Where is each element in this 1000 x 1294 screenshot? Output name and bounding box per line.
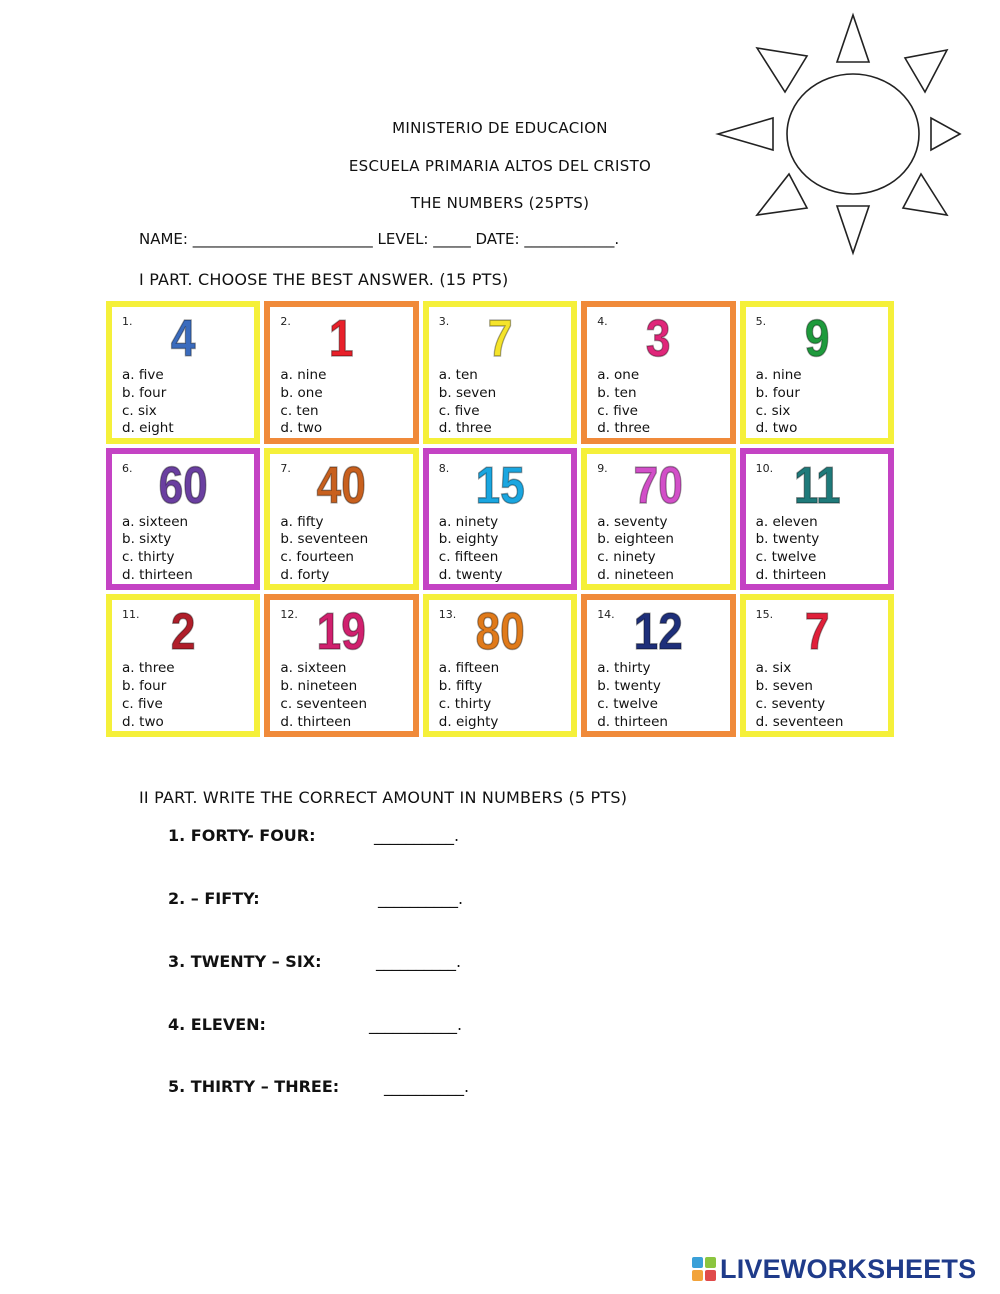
answer-option[interactable]: c. five bbox=[438, 402, 480, 419]
answer-option[interactable]: c. six bbox=[122, 402, 157, 419]
card-number: 7. bbox=[280, 461, 291, 475]
card-big-number: 1 bbox=[329, 310, 354, 368]
answer-option[interactable]: b. twenty bbox=[755, 531, 820, 548]
number-card bbox=[581, 448, 735, 591]
card-big-number: 19 bbox=[317, 603, 367, 662]
number-cards-grid bbox=[106, 301, 894, 737]
card-big-number: 15 bbox=[475, 456, 525, 515]
answer-option[interactable]: c. six bbox=[755, 402, 791, 419]
answer-option[interactable]: a. five bbox=[122, 367, 164, 383]
card-big-number: 11 bbox=[793, 456, 841, 515]
answer-option[interactable]: d. seventeen bbox=[755, 713, 844, 730]
answer-option[interactable]: a. fifteen bbox=[438, 660, 500, 677]
question-label: 1. FORTY- FOUR: bbox=[168, 826, 316, 845]
number-card bbox=[106, 301, 260, 444]
answer-option[interactable]: c. twelve bbox=[755, 549, 817, 566]
answer-options bbox=[756, 660, 844, 731]
question-row bbox=[168, 1015, 463, 1034]
card-big-number: 3 bbox=[646, 310, 671, 368]
liveworksheets-logo bbox=[692, 1252, 976, 1286]
question-row bbox=[168, 952, 462, 971]
name-level-date-line[interactable]: NAME: ________________________ LEVEL: _____ DATE: ____________. bbox=[139, 230, 620, 248]
sun-ray-top-right bbox=[905, 50, 947, 92]
answer-option[interactable]: b. four bbox=[122, 678, 167, 695]
answer-options bbox=[439, 367, 496, 438]
answer-option[interactable]: d. twenty bbox=[438, 567, 503, 584]
answer-option[interactable]: c. five bbox=[122, 695, 163, 712]
number-card bbox=[423, 448, 577, 591]
part1-title: I PART. CHOOSE THE BEST ANSWER. (15 PTS) bbox=[139, 270, 509, 289]
answer-options bbox=[280, 660, 367, 731]
answer-option[interactable]: a. sixteen bbox=[280, 660, 347, 677]
card-number: 2. bbox=[280, 315, 291, 328]
answer-option[interactable]: a. six bbox=[755, 660, 792, 677]
number-card bbox=[581, 594, 735, 737]
answer-option[interactable]: d. eighty bbox=[438, 713, 499, 730]
answer-option[interactable]: b. seventeen bbox=[280, 531, 369, 548]
answer-options bbox=[280, 514, 368, 585]
card-number: 3. bbox=[438, 315, 450, 328]
answer-option[interactable]: d. thirteen bbox=[280, 713, 352, 730]
answer-blank[interactable]: __________. bbox=[384, 1077, 470, 1096]
answer-blank[interactable]: __________. bbox=[374, 826, 460, 845]
answer-option[interactable]: d. two bbox=[122, 713, 164, 730]
card-number: 13. bbox=[438, 608, 457, 622]
answer-option[interactable]: d. two bbox=[755, 420, 798, 437]
answer-blank[interactable]: __________. bbox=[376, 952, 462, 971]
answer-option[interactable]: a. three bbox=[122, 660, 175, 677]
number-card bbox=[106, 594, 260, 737]
card-number: 5. bbox=[755, 315, 767, 328]
answer-blank[interactable]: __________. bbox=[378, 889, 464, 908]
worksheet-title: THE NUMBERS (25PTS) bbox=[410, 194, 590, 212]
card-number: 4. bbox=[597, 315, 608, 328]
answer-option[interactable]: b. fifty bbox=[438, 678, 483, 695]
question-row bbox=[168, 826, 460, 845]
answer-option[interactable]: a. ten bbox=[438, 367, 478, 383]
answer-option[interactable]: c. thirty bbox=[438, 695, 492, 712]
answer-option[interactable]: a. eleven bbox=[755, 513, 818, 530]
answer-option[interactable]: a. thirty bbox=[597, 660, 651, 677]
answer-option[interactable]: d. thirteen bbox=[755, 567, 827, 584]
sun-ray-top bbox=[837, 15, 869, 62]
liveworksheets-logo-icon bbox=[692, 1257, 716, 1281]
answer-option[interactable]: a. seventy bbox=[597, 513, 668, 530]
answer-option[interactable]: a. fifty bbox=[280, 513, 324, 530]
answer-options bbox=[122, 514, 193, 585]
number-card bbox=[581, 301, 735, 444]
card-big-number: 7 bbox=[804, 603, 830, 662]
answer-options bbox=[756, 514, 827, 585]
answer-option[interactable]: c. thirty bbox=[122, 549, 175, 566]
number-card bbox=[423, 594, 577, 737]
card-number: 14. bbox=[597, 608, 615, 622]
card-big-number: 60 bbox=[158, 456, 208, 515]
answer-option[interactable]: b. twenty bbox=[597, 678, 661, 695]
number-card bbox=[106, 448, 260, 591]
answer-option[interactable]: b. seven bbox=[438, 384, 497, 401]
ministry-title: MINISTERIO DE EDUCACION bbox=[392, 119, 608, 137]
answer-option[interactable]: c. fourteen bbox=[280, 549, 354, 566]
card-big-number: 2 bbox=[170, 603, 196, 662]
answer-option[interactable]: b. one bbox=[280, 384, 323, 401]
answer-option[interactable]: a. one bbox=[597, 367, 640, 383]
card-big-number: 70 bbox=[633, 456, 683, 515]
answer-option[interactable]: d. forty bbox=[280, 567, 330, 584]
answer-options bbox=[597, 514, 674, 585]
number-card bbox=[423, 301, 577, 444]
answer-option[interactable]: d. three bbox=[597, 420, 651, 437]
card-big-number: 7 bbox=[487, 310, 513, 368]
number-card bbox=[264, 448, 418, 591]
question-row bbox=[168, 1077, 470, 1096]
answer-option[interactable]: b. ten bbox=[597, 384, 637, 401]
answer-option[interactable]: b. eighty bbox=[438, 531, 499, 548]
answer-option[interactable]: d. thirteen bbox=[597, 713, 668, 730]
answer-option[interactable]: d. nineteen bbox=[597, 567, 674, 584]
answer-option[interactable]: b. four bbox=[755, 384, 800, 401]
answer-option[interactable]: c. seventeen bbox=[280, 695, 368, 712]
answer-option[interactable]: a. ninety bbox=[438, 513, 499, 530]
card-number: 12. bbox=[280, 608, 298, 622]
part2-title: II PART. WRITE THE CORRECT AMOUNT IN NUMBERS (5 PTS) bbox=[139, 788, 628, 807]
answer-option[interactable]: a. sixteen bbox=[122, 513, 189, 530]
answer-option[interactable]: c. seventy bbox=[755, 695, 826, 712]
answer-options bbox=[597, 367, 650, 438]
number-card bbox=[740, 594, 894, 737]
answer-options bbox=[122, 660, 175, 731]
school-title: ESCUELA PRIMARIA ALTOS DEL CRISTO bbox=[348, 157, 652, 175]
liveworksheets-logo-text: LIVEWORKSHEETS bbox=[720, 1253, 977, 1284]
answer-options bbox=[439, 514, 503, 585]
card-number: 8. bbox=[438, 461, 450, 475]
answer-option[interactable]: c. ten bbox=[280, 402, 319, 419]
number-card bbox=[740, 448, 894, 591]
answer-option[interactable]: b. nineteen bbox=[280, 678, 358, 695]
card-big-number: 12 bbox=[633, 603, 683, 662]
question-label: 5. THIRTY – THREE: bbox=[168, 1077, 340, 1096]
answer-option[interactable]: b. four bbox=[122, 384, 167, 401]
card-big-number: 40 bbox=[317, 456, 367, 515]
answer-option[interactable]: c. five bbox=[597, 402, 638, 419]
number-card bbox=[264, 594, 418, 737]
card-number: 11. bbox=[122, 608, 140, 622]
answer-option[interactable]: d. three bbox=[438, 420, 492, 437]
question-label: 4. ELEVEN: bbox=[168, 1015, 266, 1034]
question-row bbox=[168, 889, 464, 908]
answer-options bbox=[756, 367, 802, 438]
answer-option[interactable]: c. twelve bbox=[597, 695, 658, 712]
card-number: 6. bbox=[122, 461, 133, 475]
answer-option[interactable]: a. nine bbox=[280, 367, 327, 383]
answer-option[interactable]: b. sixty bbox=[122, 531, 172, 548]
sun-ray-top-left bbox=[757, 48, 807, 92]
answer-option[interactable]: c. fifteen bbox=[438, 549, 499, 566]
answer-option[interactable]: a. nine bbox=[755, 367, 802, 383]
card-big-number: 4 bbox=[170, 310, 196, 368]
answer-option[interactable]: d. thirteen bbox=[122, 567, 193, 584]
answer-options bbox=[439, 660, 499, 731]
question-label: 2. – FIFTY: bbox=[168, 889, 260, 908]
answer-blank[interactable]: ___________. bbox=[369, 1015, 463, 1034]
number-card bbox=[264, 301, 418, 444]
card-number: 1. bbox=[122, 315, 133, 328]
card-big-number: 80 bbox=[475, 603, 525, 662]
card-number: 9. bbox=[597, 461, 608, 475]
answer-option[interactable]: b. seven bbox=[755, 678, 813, 695]
sun-ray-bottom bbox=[837, 206, 869, 253]
answer-options bbox=[122, 367, 174, 438]
card-big-number: 9 bbox=[804, 310, 830, 368]
answer-option[interactable]: b. eighteen bbox=[597, 531, 674, 548]
card-number: 15. bbox=[755, 608, 774, 622]
number-card bbox=[740, 301, 894, 444]
answer-options bbox=[280, 367, 326, 438]
question-label: 3. TWENTY – SIX: bbox=[168, 952, 322, 971]
card-number: 10. bbox=[755, 461, 774, 475]
answer-option[interactable]: c. ninety bbox=[597, 549, 656, 566]
answer-options bbox=[597, 660, 668, 731]
answer-option[interactable]: d. two bbox=[280, 420, 323, 437]
answer-option[interactable]: d. eight bbox=[122, 420, 174, 437]
